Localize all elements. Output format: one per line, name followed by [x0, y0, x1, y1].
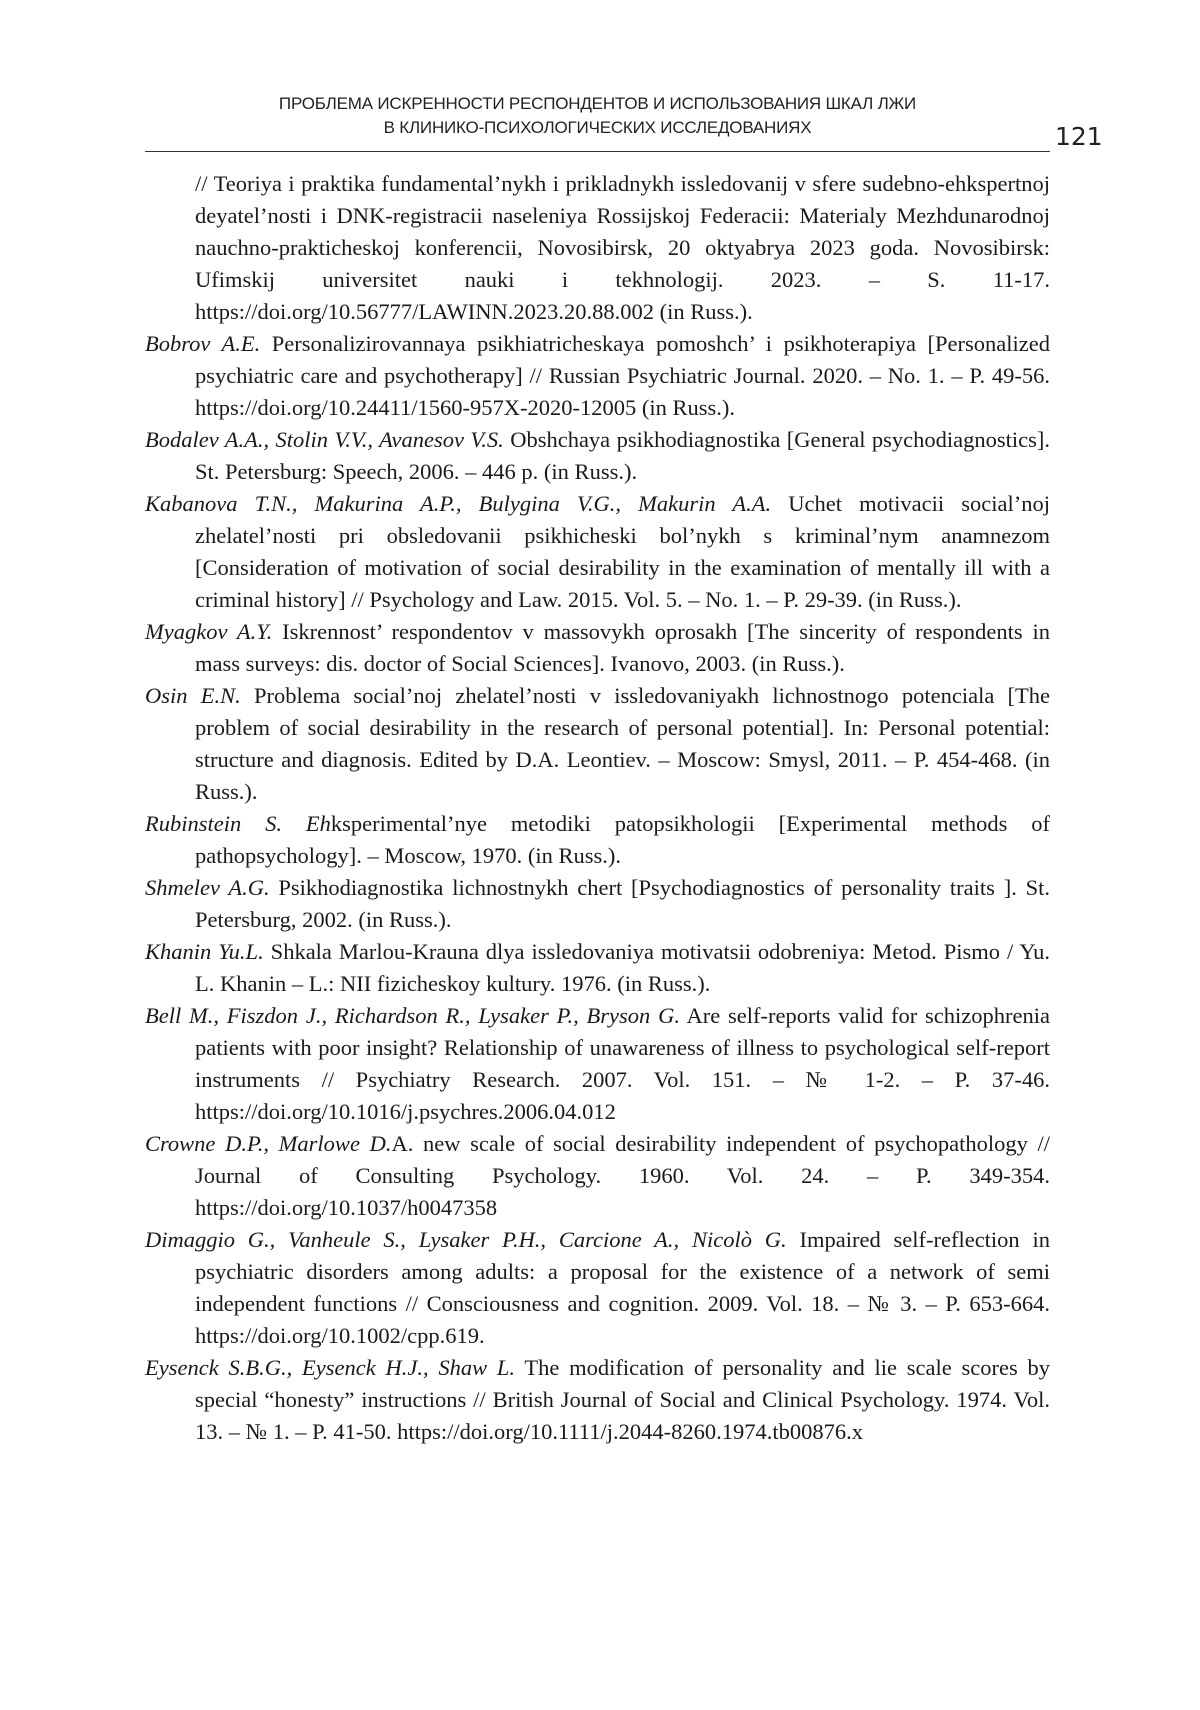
running-head-line-1: ПРОБЛЕМА ИСКРЕННОСТИ РЕСПОНДЕНТОВ И ИСПОЛЬЗОВАНИЯ ШКАЛ ЛЖИ	[278, 94, 917, 113]
reference-text: Shkala Marlou-Krauna dlya issledovaniya motivatsii odobreniya: Metod. Pismo / Yu. L. Khanin – L.: NII fizicheskoy kultury. 1976. (in Russ.).	[195, 939, 1050, 996]
reference-item	[145, 680, 1050, 808]
reference-authors: Dimaggio G., Vanheule S., Lysaker P.H., Carcione A., Nicolò G.	[145, 1227, 787, 1252]
reference-text: Uchet motivacii social’noj zhelatel’nosti pri obsledovanii psikhicheski bol’nykh s kriminal’nym anamnezom [Consideration of motivation of social desirability in the examination of mentally ill with a criminal history] // Psychology and Law. 2015. Vol. 5. – No. 1. – P. 29-39. (in Russ.).	[195, 491, 1050, 612]
reference-text: Problema social’noj zhelatel’nosti v issledovaniyakh lichnostnogo potenciala [The problem of social desirability in the research of personal potential]. In: Personal potential: structure and diagnosis. Edited by D.A. Leontiev. – Moscow: Smysl, 2011. – P. 454-468. (in Russ.).	[195, 683, 1050, 804]
reference-authors: Rubinstein S. Eh	[145, 811, 331, 836]
reference-item	[145, 872, 1050, 936]
reference-text: Are self-reports valid for schizophrenia patients with poor insight? Relationship of unawareness of illness to psychological self-report instruments // Psychiatry Research. 2007. Vol. 151. – № 1-2. – P. 37-46. https://doi.org/10.1016/j.psychres.2006.04.012	[195, 1003, 1050, 1124]
running-head	[145, 92, 1050, 140]
reference-item	[145, 808, 1050, 872]
reference-item	[145, 1000, 1050, 1128]
reference-authors: Myagkov A.Y.	[145, 619, 273, 644]
reference-item	[145, 1128, 1050, 1224]
reference-text: A. new scale of social desirability independent of psychopathology // Journal of Consulting Psychology. 1960. Vol. 24. – P. 349-354. https://doi.org/10.1037/h0047358	[195, 1131, 1050, 1220]
reference-authors: Crowne D.P., Marlowe D.	[145, 1131, 392, 1156]
reference-item	[145, 1224, 1050, 1352]
reference-item	[145, 328, 1050, 424]
reference-authors: Kabanova T.N., Makurina A.P., Bulygina V.G., Makurin A.A.	[145, 491, 772, 516]
reference-authors: Bodalev A.A., Stolin V.V., Avanesov V.S.	[145, 427, 504, 452]
reference-item	[145, 616, 1050, 680]
reference-authors: Osin E.N.	[145, 683, 241, 708]
reference-list	[145, 168, 1050, 1448]
reference-item	[145, 168, 1050, 328]
reference-text: Impaired self-reflection in psychiatric disorders among adults: a proposal for the existence of a network of semi independent functions // Consciousness and cognition. 2009. Vol. 18. – № 3. – P. 653-664. https://doi.org/10.1002/cpp.619.	[195, 1227, 1050, 1348]
reference-text: The modification of personality and lie scale scores by special “honesty” instructions // British Journal of Social and Clinical Psychology. 1974. Vol. 13. – № 1. – P. 41-50. https://doi.org/10.1111/j.2044-8260.1974.tb00876.x	[195, 1355, 1050, 1444]
page-number: 121	[1055, 122, 1103, 151]
reference-item	[145, 488, 1050, 616]
reference-authors: Bobrov A.E.	[145, 331, 261, 356]
reference-item	[145, 424, 1050, 488]
reference-item	[145, 936, 1050, 1000]
reference-text: Personalizirovannaya psikhiatricheskaya pomoshch’ i psikhoterapiya [Personalized psychiatric care and psychotherapy] // Russian Psychiatric Journal. 2020. – No. 1. – P. 49-56. https://doi.org/10.24411/1560-957X-2020-12005 (in Russ.).	[195, 331, 1051, 420]
reference-text: // Teoriya i praktika fundamental’nykh i prikladnykh issledovanij v sfere sudebno-ehkspertnoj deyatel’nosti i DNK-registracii naseleniya Rossijskoj Federacii: Materialy Mezhdunarodnoj nauchno-prakticheskoj konferencii, Novosibirsk, 20 oktyabrya 2023 goda. Novosibirsk: Ufimskij universitet nauki i tekhnologij. 2023. – S. 11-17. https://doi.org/10.56777/LAWINN.2023.20.88.002 (in Russ.).	[195, 171, 1050, 324]
reference-authors: Bell M., Fiszdon J., Richardson R., Lysaker P., Bryson G.	[145, 1003, 680, 1028]
reference-authors: Shmelev A.G.	[145, 875, 270, 900]
reference-item	[145, 1352, 1050, 1448]
reference-text: ksperimental’nye metodiki patopsikhologii [Experimental methods of pathopsychology]. – Moscow, 1970. (in Russ.).	[195, 811, 1050, 868]
reference-text: Obshchaya psikhodiagnostika [General psychodiagnostics]. St. Petersburg: Speech, 2006. – 446 p. (in Russ.).	[195, 427, 1050, 484]
reference-authors: Khanin Yu.L.	[145, 939, 264, 964]
reference-text: Psikhodiagnostika lichnostnykh chert [Psychodiagnostics of personality traits ]. St. Petersburg, 2002. (in Russ.).	[195, 875, 1051, 932]
reference-authors: Eysenck S.B.G., Eysenck H.J., Shaw L.	[145, 1355, 516, 1380]
header-rule	[145, 151, 1050, 152]
reference-text: Iskrennost’ respondentov v massovykh oprosakh [The sincerity of respondents in mass surveys: dis. doctor of Social Sciences]. Ivanovo, 2003. (in Russ.).	[195, 619, 1050, 676]
running-head-line-2: В КЛИНИКО-ПСИХОЛОГИЧЕСКИХ ИССЛЕДОВАНИЯХ	[383, 118, 812, 137]
